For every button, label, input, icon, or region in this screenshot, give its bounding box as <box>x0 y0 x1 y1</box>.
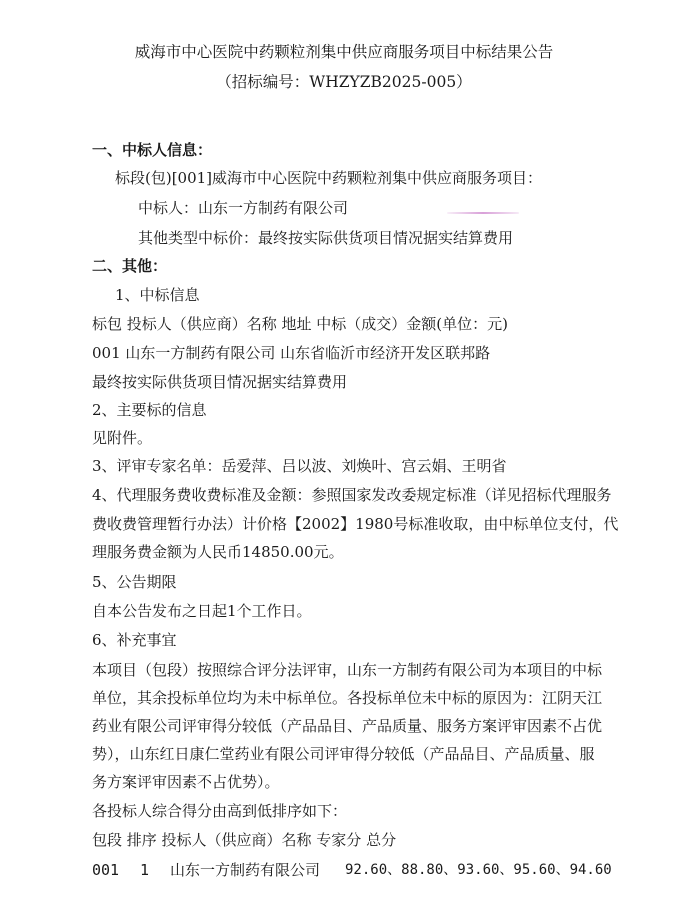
agency-fee-line-1: 4、代理服务费收费标准及金额：参照国家发改委规定标准（详见招标代理服务 <box>92 486 612 504</box>
winning-price: 其他类型中标价：最终按实际供货项目情况据实结算费用 <box>138 229 514 247</box>
section-winner-heading: 一、中标人信息： <box>92 141 213 159</box>
ranking-scores: 92.60、88.80、93.60、95.60、94.60 <box>345 862 612 878</box>
expert-list: 3、评审专家名单：岳爱萍、吕以波、刘焕叶、宫云娟、王明省 <box>92 457 507 475</box>
ranking-name: 山东一方制药有限公司 <box>170 861 321 879</box>
lot-info: 标段(包)[001]威海市中心医院中药颗粒剂集中供应商服务项目： <box>115 169 543 187</box>
main-subject-title: 2、主要标的信息 <box>92 401 207 419</box>
supplement-title: 6、补充事宜 <box>92 631 177 649</box>
announcement-title: 威海市中心医院中药颗粒剂集中供应商服务项目中标结果公告 <box>134 43 554 61</box>
ranking-rank: 1 <box>140 861 150 879</box>
winner-name: 中标人：山东一方制药有限公司 <box>138 199 349 217</box>
bid-info-header: 标包 投标人（供应商）名称 地址 中标（成交）金额(单位：元) <box>92 315 509 333</box>
notice-period-title: 5、公告期限 <box>92 573 177 591</box>
main-subject-body: 见附件。 <box>92 429 153 447</box>
ranking-lot: 001 <box>92 861 120 879</box>
agency-fee-line-3: 理服务费金额为人民币14850.00元。 <box>92 543 344 561</box>
supplement-line-3: 药业有限公司评审得分较低（产品品目、产品质量、服务方案评审因素不占优 <box>92 717 603 735</box>
supplement-line-4: 势），山东红日康仁堂药业有限公司评审得分较低（产品品目、产品质量、服 <box>92 745 595 763</box>
notice-period-body: 自本公告发布之日起1个工作日。 <box>92 602 312 620</box>
ranking-header: 包段 排序 投标人（供应商）名称 专家分 总分 <box>92 831 397 849</box>
tender-code: （招标编号：WHZYZB2025-005） <box>216 73 472 91</box>
bid-info-title: 1、中标信息 <box>115 286 200 304</box>
bid-info-row: 001 山东一方制药有限公司 山东省临沂市经济开发区联邦路 <box>92 344 491 362</box>
agency-fee-line-2: 费收费管理暂行办法）计价格【2002】1980号标准收取，由中标单位支付，代 <box>92 515 619 533</box>
supplement-line-1: 本项目（包段）按照综合评分法评审，山东一方制药有限公司为本项目的中标 <box>92 661 603 679</box>
signature-mark <box>447 212 519 214</box>
ranking-intro: 各投标人综合得分由高到低排序如下： <box>92 802 348 820</box>
supplement-line-5: 务方案评审因素不占优势）。 <box>92 773 280 791</box>
bid-info-row-cont: 最终按实际供货项目情况据实结算费用 <box>92 373 348 391</box>
supplement-line-2: 单位，其余投标单位均为未中标单位。各投标单位未中标的原因为：江阴天江 <box>92 689 603 707</box>
section-other-heading: 二、其他： <box>92 257 168 275</box>
